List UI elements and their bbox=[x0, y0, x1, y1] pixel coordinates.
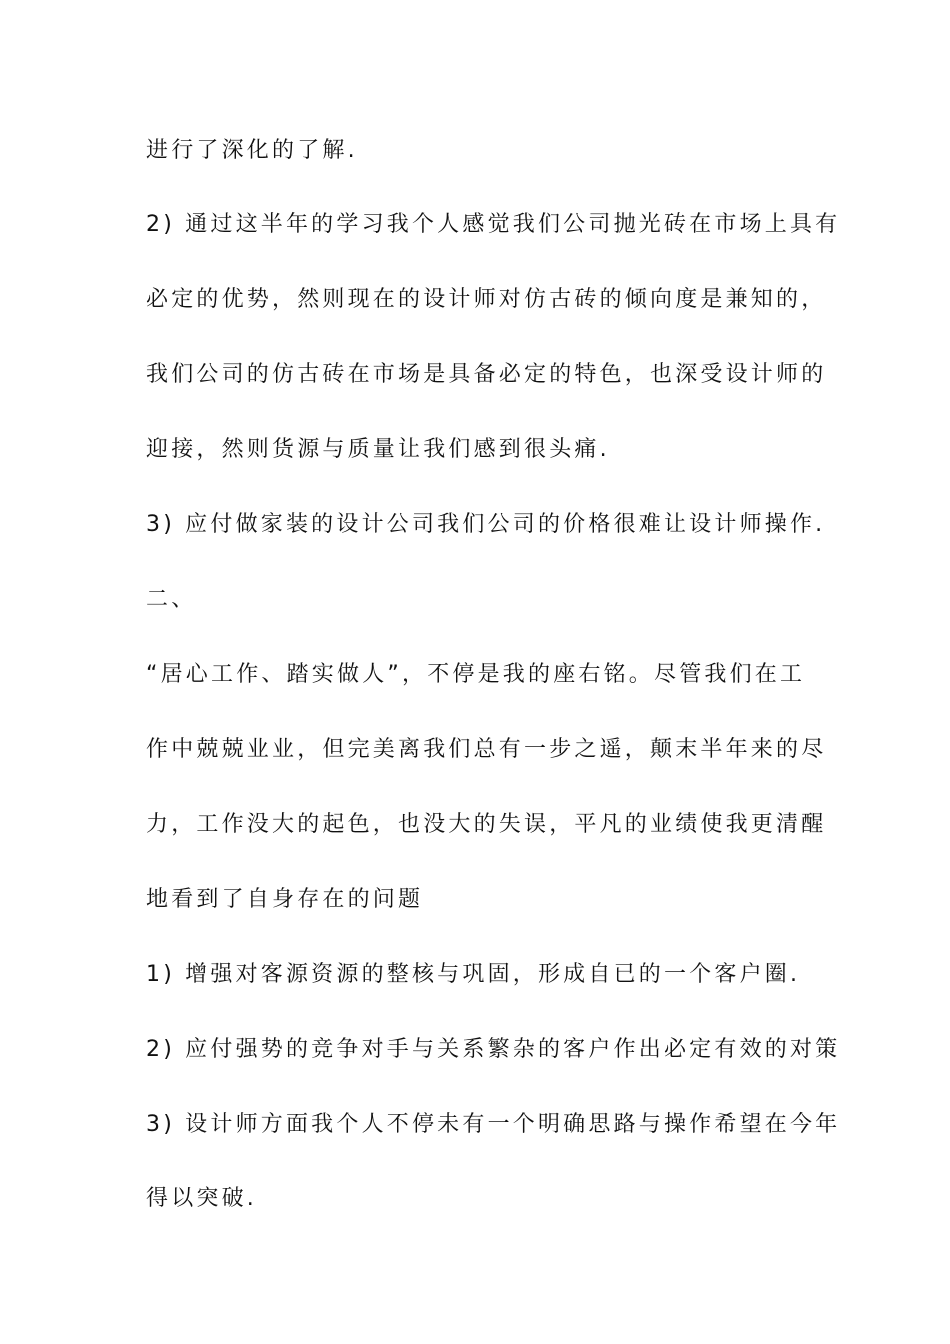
text-line-2: 2) 通过这半年的学习我个人感觉我们公司抛光砖在市场上具有 bbox=[146, 212, 841, 237]
text-line-14: 3) 设计师方面我个人不停未有一个明确思路与操作希望在今年 bbox=[146, 1112, 841, 1137]
text-line-1: 进行了深化的了解. bbox=[146, 138, 358, 163]
text-line-13: 2) 应付强势的竞争对手与关系繁杂的客户作出必定有效的对策 bbox=[146, 1037, 841, 1062]
text-line-10: 力，工作没大的起色，也没大的失误，平凡的业绩使我更清醒 bbox=[146, 812, 827, 837]
text-line-3: 必定的优势，然则现在的设计师对仿古砖的倾向度是兼知的， bbox=[146, 287, 827, 312]
text-line-4: 我们公司的仿古砖在市场是具备必定的特色，也深受设计师的 bbox=[146, 362, 827, 387]
text-line-6: 3) 应付做家装的设计公司我们公司的价格很难让设计师操作. bbox=[146, 512, 826, 537]
text-line-11: 地看到了自身存在的问题 bbox=[146, 887, 424, 912]
text-line-9: 作中兢兢业业，但完美离我们总有一步之遥，颠末半年来的尽 bbox=[146, 737, 827, 762]
text-line-12: 1) 增强对客源资源的整核与巩固，形成自已的一个客户圈. bbox=[146, 962, 801, 987]
text-line-5: 迎接，然则货源与质量让我们感到很头痛. bbox=[146, 437, 610, 462]
section-heading: 二、 bbox=[146, 587, 197, 612]
text-line-15: 得以突破. bbox=[146, 1186, 257, 1211]
text-line-8: “居心工作、踏实做人”，不停是我的座右铭。尽管我们在工 bbox=[146, 662, 806, 687]
